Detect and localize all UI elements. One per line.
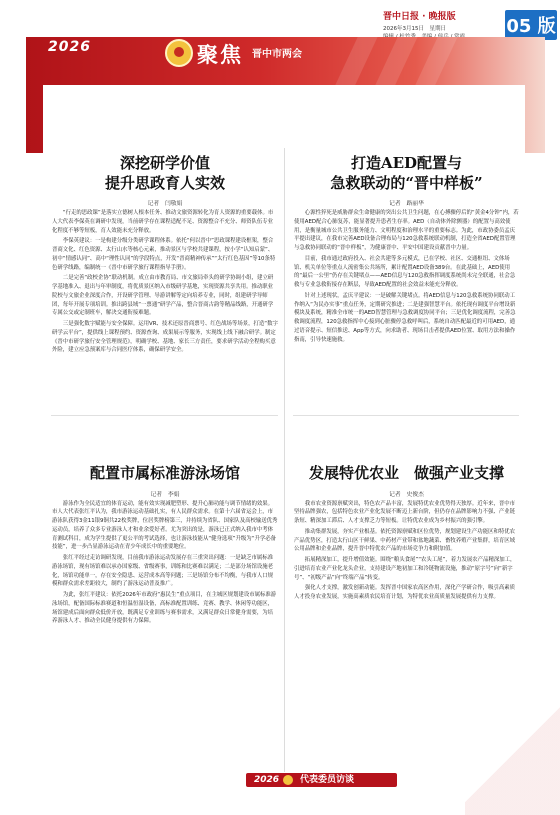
- issue-date: 2026年3月15日 星期日: [383, 26, 446, 32]
- row-divider: [51, 415, 278, 416]
- footer-year: 2026: [254, 775, 280, 785]
- column-divider: [284, 148, 285, 772]
- article-agriculture: [294, 464, 519, 602]
- article-paragraph: 拓展精深加工，提升增值效能。围绕“粮头食尾”“农头工尾”，着力发展农产品精深加工，引进培育农业产业化龙头企业，支持建设产地初加工和冷链物流设施，推动“原字号”向“新字号”、“初级产品”向“终端产品”转变。: [294, 557, 516, 581]
- article-byline: 记者 闫敬娟: [147, 201, 183, 207]
- article-byline: 记者 李娟: [150, 491, 180, 498]
- article-paragraph: 针对上述现状，孟庆平建议：一是破解关键堵点。将AED信息与120急救系统协同联动工作纳入“为民办实事”重点任务，定期研究推进；二是建强智慧平台。依托现有调度平台增设新模块及系统，精准全市统一的AED智慧管理与急救调度协同平台；三是优化调度流程，完善急救调度流程，120急救指挥中心接到心脏骤停急救呼叫后，系统自动匹配最近的可用AED，通过语音提示、短信推送、App等方式，向求助者、现场目击者提供AED位置、取用方法和操作指南，引导快速施救。: [294, 292, 516, 343]
- article-paragraph: 心源性猝死是威胁群众生命健康的突出公共卫生问题，在心搏骤停后的“黄金4分钟”内，若使用AED配合心肺复苏，能显著提升患者生存率。AED（自动体外除颤器）的配置与高效使用，是衡量城市公共卫生服务能力、文明程度和治理水平的重要标志。为此，市政协委员孟庆平提出建议，在我市完善AED设备合理布局与120急救系统联动机制，打造全省AED配置管理与急救协同联动的“晋中样板”，为健康晋中、平安中国建设贡献晋中力量。: [294, 210, 519, 251]
- article-paragraph: 目前，我市通过政府投入、社会共建等多元模式，已在学校、社区、交通枢纽、文体场馆、机关单位等重点人流密集公共场所，累计配置AED设备389台。在此基础上，AED使用的“最后一公里”仍存在关键堵点——AED信息与120急救指挥调度系统尚未完全联通，社会急救与专业急救衔接存在断层，导致AED配置的社会效益未能充分释放。: [294, 255, 516, 288]
- article-title: 打造AED配置与 急救联动的“晋中样板”: [330, 154, 483, 192]
- article-paragraph: 我市农业资源禀赋突出，特色农产品丰富，发展特优农业优势得天独厚。近年来，晋中市坚持品牌强农，包括特色农业产业化发展不断迈上新台阶，但仍存在品牌影响力不强、产业链条短、精深加工滞后、人才支撑乏力等短板。让特优农业成为乡村振兴的强引擎。: [294, 500, 516, 524]
- article-paragraph: 李保英建议：一是构建分级分类研学课程体系。依托“何以晋中”思政课程建设框架，整合晋商文化、红色资源、太行山水等核心元素，推动景区与学校共建课程，按小学“认知启蒙”、初中“情感认同”、高中“理性认同”的学段特点，开发“晋商精神传承”“太行红色基因”等10条特色研学线路，编制统一《晋中市研学旅行课程指导手册》。: [52, 238, 276, 271]
- row-divider: [293, 415, 519, 416]
- article-research-study: [52, 154, 278, 355]
- page-number-badge: 05 版: [505, 10, 557, 40]
- paper-name: 晋中日报 · 晚报版: [383, 12, 456, 22]
- article-paragraph: 三是强化数字赋能与安全保障。运用VR、技术还原晋商票号、红色战场等场景，打造“数字研学云平台”，提供线上课程预约、资源查询、成果展示等服务，实现线上线下融合研学。制定《晋中市研学旅行安全管理规范》，明确学校、基地、家长三方责任，要求研学活动全程购买意外险，建立应急预案库与合同医疗体系，确保研学安全。: [52, 321, 278, 354]
- article-paragraph: 二是完善“政校企协”联动机制。成立由市教育局、市文旅局牵头的研学协调小组，建立研学基地准入、退出与年审制度，将优质景区纳入市级研学基地，实现资源共享共用。推动职业院校与文旅企业深度合作，开设研学管理、导游讲解等定向培养专业，同时，组建研学导师团，每年开展专项培训。推出跨县域“一票通”研学产品，整合晋商古韵等精品线路，开通研学专属公交或定制班车，解决交通衔接难题。: [52, 275, 274, 317]
- article-title: 深挖研学价值 提升思政育人实效: [104, 154, 225, 192]
- article-swimming: [52, 464, 278, 626]
- article-byline: 记者 路丽华: [389, 201, 424, 207]
- article-paragraph: 推动集群发展，夯实产业根基。依托资源禀赋和区位优势，规划建设生产功能区和特优农产品优势区，打造太行山区干鲜果、中药材产业带和盆地蔬菜、畜牧养殖产业集群，培育区域公用品牌和企业品牌，提升晋中特优农产品的市场竞争力和附加值。: [294, 528, 516, 553]
- banner-year: 2026: [48, 39, 91, 55]
- emblem-icon: [283, 775, 293, 785]
- article-aed: [294, 154, 519, 344]
- emblem-icon: [165, 39, 193, 67]
- article-paragraph: 游泳作为全民适宜的体育运动，能有效实现减肥塑形、提升心肺功能与调节情绪的效果。市人大代表张红平认为，我市游泳运动基础扎实，有人民群众需求。在第十六届省运会上，市游泳队获得3金11银9铜共22枚奖牌，位居奖牌榜第三，并持续为省队、国家队及高校输送优秀运动员，培养了众多专业游泳人才和业余爱好者。尤为突出的是，游泳已正式纳入我市中考体育测试科目，成为学生提供了更公平的考试选择，也让游泳技能从“健身选项”升级为“升学必备技能”，进一步凸显游泳运动在青少年成长中的重要地位。: [52, 500, 278, 551]
- banner-subtitle: 晋中市两会: [252, 49, 302, 60]
- article-paragraph: “行走的思政课”是落实立德树人根本任务、推动文旅资源转化为育人资源的重要载体。市人大代表李保英在调研中发现，当前研学存在课程适配不足、资源整合不充分、师资队伍专业化程度不够等短板，育人效能未充分释放。: [52, 210, 274, 234]
- article-paragraph: 强化人才支撑，激发创新动能。发挥晋中国家农高区作用，深化产学研合作，吸引高素质人才投身农业发展，实施高素质农民培育计划，为特优农业高质量发展提供有力支撑。: [294, 585, 516, 600]
- article-paragraph: 为此，张红平建议：依托2026年市政府“惠民生”重点项目，在主城区规划建设市属标准游泳场馆，配备国际标准赛道和恒温恒湿设备，高标准配置训练、竞赛、教学、休闲等功能区，场馆建成后面向群众低价开放，既满足专业训练与赛事需求，又满足群众日常健身需要，为培养游泳人才、推动全民健身提供有力保障。: [52, 592, 277, 625]
- footer-banner: [246, 773, 397, 787]
- article-paragraph: 张红平经过走访调研发现，目前我市游泳运动发展存在三重突出问题：一是缺乏市属标准游泳场馆，现有场馆难以承办国家级、省级赛事，训练和比赛难以满足；二是部分场馆设施老化，场馆功能单一，存在安全隐患、运营成本高等问题；三是场馆分布不均衡，与我市人口规模和群众需求差距较大，制约了游泳运动普及推广。: [52, 555, 274, 588]
- banner-title: 聚焦: [197, 43, 243, 67]
- article-byline: 记者 史俊杰: [389, 491, 424, 498]
- article-title: 配置市属标准游泳场馆: [89, 464, 240, 482]
- masthead: [383, 9, 503, 39]
- corner-decoration: [465, 695, 560, 815]
- article-title: 发展特优农业 做强产业支撑: [308, 464, 504, 482]
- footer-label: 代表委员访谈: [300, 775, 355, 785]
